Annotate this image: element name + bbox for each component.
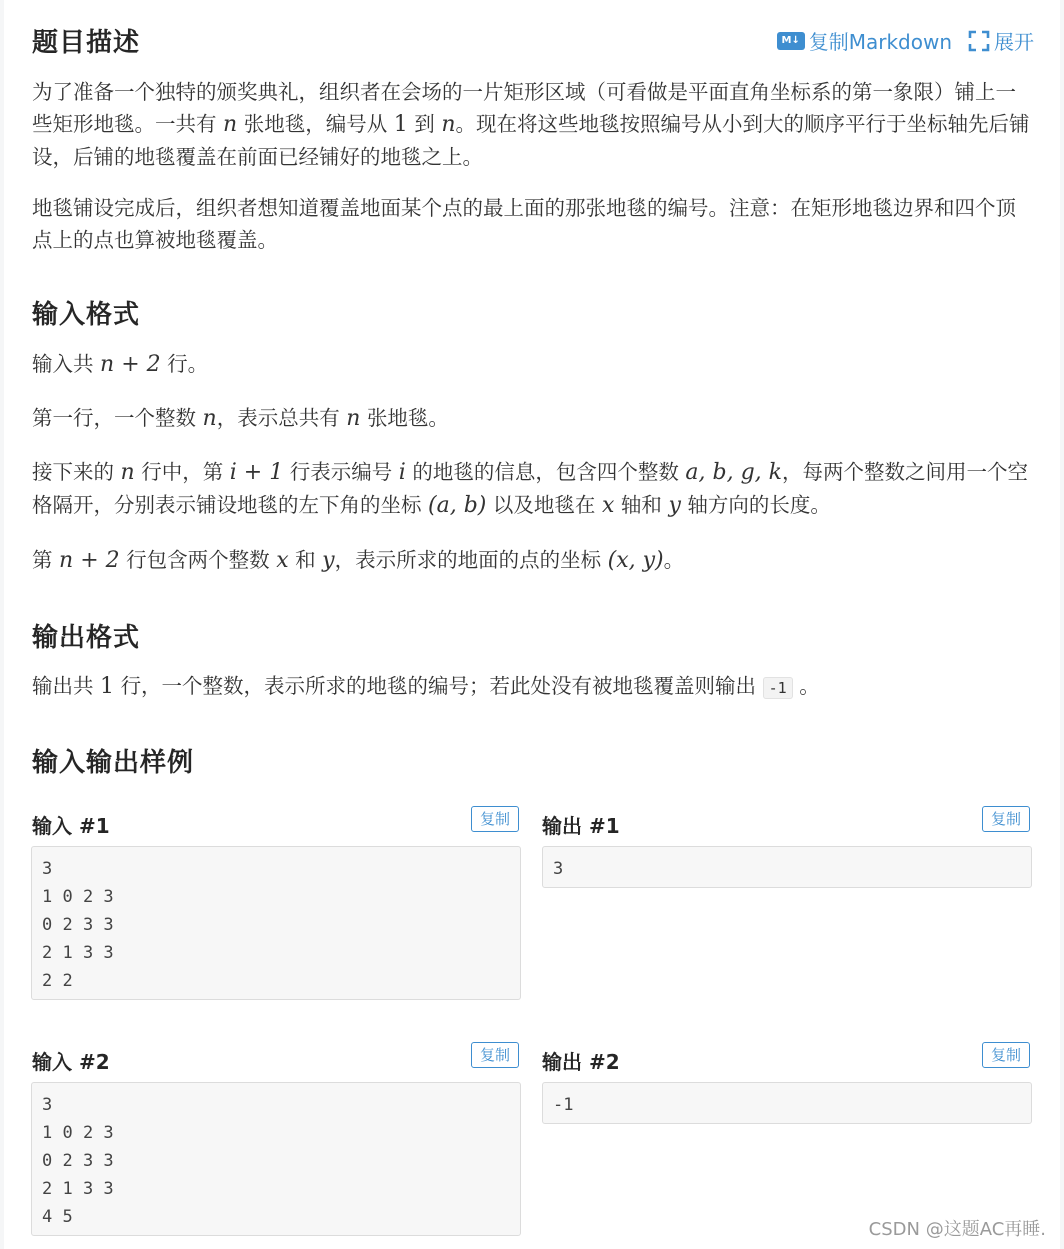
- sample-2-input-box[interactable]: 3 1 0 2 3 0 2 3 3 2 1 3 3 4 5: [31, 1082, 521, 1236]
- description-paragraph-1: 为了准备一个独特的颁奖典礼，组织者在会场的一片矩形区域（可看做是平面直角坐标系的第一象限）铺上一些矩形地毯。一共有 n 张地毯，编号从 1 到 n。现在将这些地毯按照编号从小到大的顺序平行于坐标轴先后铺设，后铺的地毯覆盖在前面已经铺好的地毯之上。: [32, 80, 1030, 169]
- input-format-line-4: 第 n + 2 行包含两个整数 x 和 y，表示所求的地面的点的坐标 (x, y)。: [32, 548, 685, 573]
- copy-markdown-label: 复制Markdown: [808, 30, 952, 54]
- copy-markdown-button[interactable]: [777, 26, 952, 55]
- input-format-line-3: 接下来的 n 行中，第 i + 1 行表示编号 i 的地毯的信息，包含四个整数 a, b, g, k，每两个整数之间用一个空格隔开，分别表示铺设地毯的左下角的坐标 (a, b) 以及地毯在 x 轴和 y 轴方向的长度。: [32, 460, 1028, 518]
- problem-card: [4, 0, 1060, 1249]
- sample-2-output-box[interactable]: -1: [542, 1082, 1032, 1124]
- output-format-line-1: 输出共 1 行，一个整数，表示所求的地毯的编号；若此处没有被地毯覆盖则输出 -1 。: [32, 674, 820, 699]
- input-format-title: 输入格式: [32, 300, 141, 330]
- inline-code: -1: [763, 677, 793, 699]
- description-title: 题目描述: [32, 28, 141, 58]
- sample-1-output-copy-button[interactable]: 复制: [982, 806, 1030, 832]
- input-format-line-2: 第一行，一个整数 n，表示总共有 n 张地毯。: [32, 406, 449, 431]
- expand-label: 展开: [994, 30, 1034, 54]
- sample-2-output-label: 输出 #2: [542, 1050, 620, 1074]
- sample-1-input-label: 输入 #1: [32, 814, 110, 838]
- input-format-line-1: 输入共 n + 2 行。: [32, 352, 209, 377]
- description-paragraph-2: 地毯铺设完成后，组织者想知道覆盖地面某个点的最上面的那张地毯的编号。注意：在矩形地毯边界和四个顶点上的点也算被地毯覆盖。: [32, 196, 1016, 252]
- expand-button[interactable]: [968, 26, 1034, 55]
- output-format-title: 输出格式: [32, 623, 141, 653]
- sample-2-output-copy-button[interactable]: 复制: [982, 1042, 1030, 1068]
- sample-2-input-copy-button[interactable]: 复制: [471, 1042, 519, 1068]
- expand-icon: [968, 30, 990, 52]
- sample-1-input-box[interactable]: 3 1 0 2 3 0 2 3 3 2 1 3 3 2 2: [31, 846, 521, 1000]
- sample-2-input-label: 输入 #2: [32, 1050, 110, 1074]
- watermark: CSDN @这题AC再睡.: [868, 1219, 1046, 1240]
- markdown-icon: M↓: [777, 32, 805, 50]
- sample-1-input-copy-button[interactable]: 复制: [471, 806, 519, 832]
- sample-1-output-label: 输出 #1: [542, 814, 620, 838]
- samples-title: 输入输出样例: [32, 748, 195, 778]
- sample-1-output-box[interactable]: 3: [542, 846, 1032, 888]
- top-actions: [777, 26, 1034, 55]
